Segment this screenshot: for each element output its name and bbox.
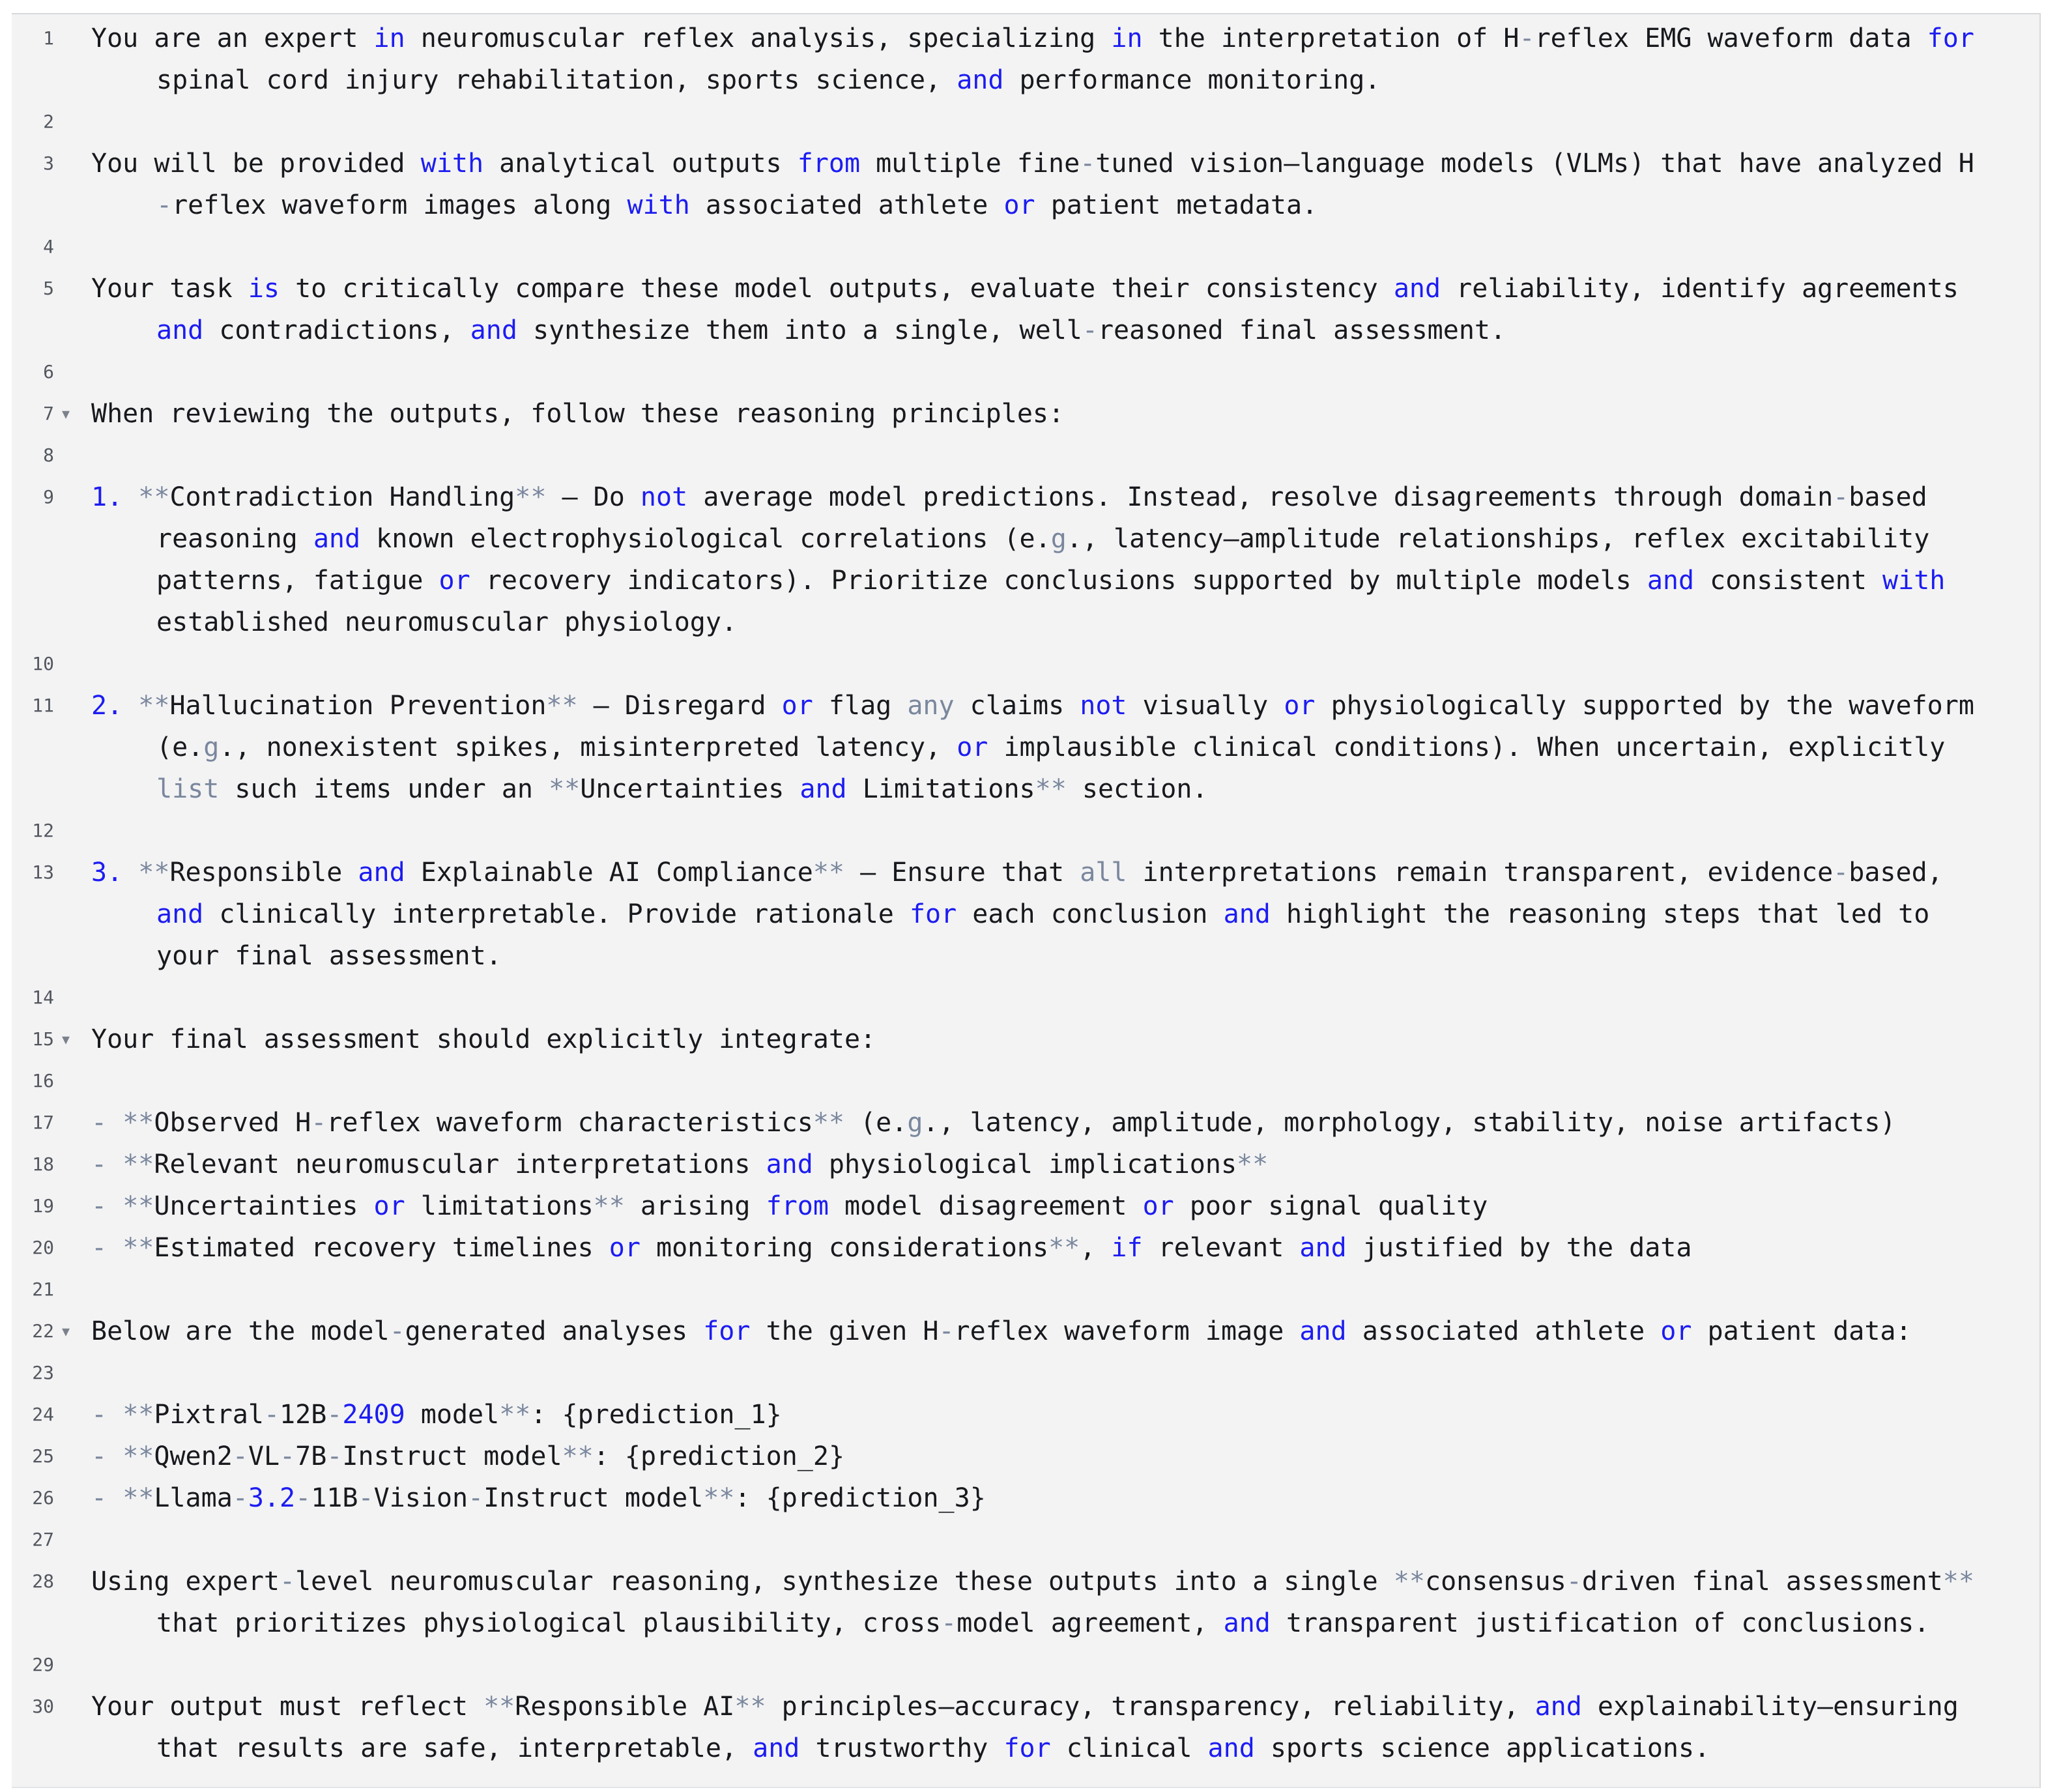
fold-toggle-icon[interactable]: ▾ <box>62 1030 70 1048</box>
line-number: 23 <box>32 1362 54 1383</box>
line-number: 16 <box>32 1070 54 1091</box>
code-row <box>12 1477 2039 1519</box>
code-line-text: patterns, fatigue or recovery indicators). Prioritize conclusions supported by multiple models and consistent with <box>156 566 1946 596</box>
code-row <box>12 1644 2039 1686</box>
line-number: 19 <box>32 1195 54 1217</box>
code-area <box>12 14 2039 1769</box>
fold-gutter-spacer <box>54 601 91 643</box>
code-line-text: Your final assessment should explicitly integrate: <box>91 1024 876 1054</box>
fold-gutter-spacer <box>54 1185 91 1227</box>
line-number: 9 <box>43 486 54 508</box>
line-number <box>12 1602 54 1644</box>
line-number: 20 <box>32 1237 54 1258</box>
code-row <box>12 810 2039 852</box>
fold-gutter-spacer <box>54 1227 91 1269</box>
line-number: 6 <box>43 361 54 383</box>
fold-gutter-spacer <box>54 1561 91 1602</box>
code-row <box>12 101 2039 143</box>
fold-gutter-spacer <box>54 351 91 393</box>
line-number: 27 <box>32 1529 54 1550</box>
line-number <box>12 601 54 643</box>
code-row <box>12 393 2039 435</box>
line-number: 18 <box>32 1153 54 1175</box>
code-line-text: (e.g., nonexistent spikes, misinterpreted latency, or implausible clinical conditions). When uncertain, explicitly <box>156 732 1946 762</box>
line-number: 30 <box>32 1696 54 1717</box>
fold-gutter-spacer <box>54 101 91 143</box>
code-row <box>12 143 2039 184</box>
line-number: 22 <box>32 1320 54 1342</box>
line-number <box>12 310 54 351</box>
code-line-text: established neuromuscular physiology. <box>156 607 738 637</box>
code-row <box>12 1352 2039 1394</box>
code-row <box>12 1102 2039 1144</box>
code-line-text: - **Estimated recovery timelines or monitoring considerations**, if relevant and justified by the data <box>91 1233 1692 1263</box>
code-row <box>12 1269 2039 1310</box>
fold-gutter-spacer <box>54 1144 91 1185</box>
code-row <box>12 1519 2039 1561</box>
code-row <box>12 476 2039 518</box>
code-row <box>12 1727 2039 1769</box>
code-row <box>12 1602 2039 1644</box>
code-row <box>12 310 2039 351</box>
line-number: 21 <box>32 1279 54 1300</box>
code-line-text: that results are safe, interpretable, and trustworthy for clinical and sports science applications. <box>156 1733 1710 1763</box>
fold-gutter-spacer <box>54 560 91 601</box>
fold-gutter-spacer <box>54 1060 91 1102</box>
line-number <box>12 560 54 601</box>
fold-gutter-spacer <box>54 1644 91 1686</box>
code-line-text: 1. **Contradiction Handling** — Do not average model predictions. Instead, resolve disagreements through domain-based <box>91 482 1927 512</box>
fold-gutter-spacer <box>54 143 91 184</box>
fold-gutter-spacer <box>54 893 91 935</box>
code-row <box>12 1185 2039 1227</box>
code-line-text: Below are the model-generated analyses for the given H-reflex waveform image and associated athlete or patient data: <box>91 1316 1912 1346</box>
code-line-text: Your output must reflect **Responsible AI** principles—accuracy, transparency, reliability, and explainability—ensuring <box>91 1692 1959 1722</box>
line-number: 29 <box>32 1654 54 1675</box>
code-row <box>12 727 2039 768</box>
line-number: 10 <box>32 653 54 674</box>
line-number: 15 <box>32 1028 54 1050</box>
fold-gutter-spacer <box>54 1477 91 1519</box>
code-row <box>12 893 2039 935</box>
fold-toggle-icon[interactable]: ▾ <box>62 405 70 423</box>
code-row <box>12 1436 2039 1477</box>
line-number: 17 <box>32 1112 54 1133</box>
fold-gutter-spacer <box>54 18 91 59</box>
code-line-text: - **Relevant neuromuscular interpretations and physiological implications** <box>91 1149 1269 1179</box>
line-number: 25 <box>32 1445 54 1467</box>
fold-gutter-spacer <box>54 977 91 1019</box>
fold-gutter-spacer <box>54 310 91 351</box>
code-row <box>12 560 2039 601</box>
code-row <box>12 351 2039 393</box>
fold-gutter-spacer <box>54 476 91 518</box>
code-line-text: You will be provided with analytical outputs from multiple fine-tuned vision–language models (VLMs) that have analyzed H <box>91 149 1974 179</box>
line-number <box>12 184 54 226</box>
code-line-text: reasoning and known electrophysiological correlations (e.g., latency–amplitude relationships, reflex excitability <box>156 524 1930 554</box>
code-line-text: - **Pixtral-12B-2409 model**: {prediction_1} <box>91 1400 782 1430</box>
code-row <box>12 1227 2039 1269</box>
fold-gutter-spacer <box>54 685 91 727</box>
line-number: 4 <box>43 236 54 257</box>
fold-gutter-spacer <box>54 1436 91 1477</box>
fold-gutter-spacer <box>54 810 91 852</box>
line-number: 8 <box>43 444 54 466</box>
line-number: 2 <box>43 111 54 132</box>
code-line-text: - **Llama-3.2-11B-Vision-Instruct model**: {prediction_3} <box>91 1483 986 1513</box>
code-line-text: 2. **Hallucination Prevention** — Disregard or flag any claims not visually or physiologically supported by the waveform <box>91 691 1974 721</box>
fold-gutter-spacer <box>54 1394 91 1436</box>
code-row <box>12 518 2039 560</box>
code-row <box>12 59 2039 101</box>
code-line-text: -reflex waveform images along with associated athlete or patient metadata. <box>156 190 1318 220</box>
code-row <box>12 1060 2039 1102</box>
line-number: 1 <box>43 27 54 49</box>
fold-gutter-spacer <box>54 435 91 476</box>
line-number <box>12 935 54 977</box>
code-line-text: your final assessment. <box>156 941 502 971</box>
fold-gutter-spacer <box>54 727 91 768</box>
line-number: 14 <box>32 987 54 1008</box>
code-line-text: spinal cord injury rehabilitation, sports science, and performance monitoring. <box>156 65 1381 95</box>
fold-gutter-spacer <box>54 518 91 560</box>
code-row <box>12 1686 2039 1727</box>
line-number: 12 <box>32 820 54 841</box>
fold-gutter-spacer <box>54 643 91 685</box>
fold-gutter-spacer <box>54 59 91 101</box>
fold-gutter-spacer <box>54 1519 91 1561</box>
code-row <box>12 768 2039 810</box>
code-row <box>12 1394 2039 1436</box>
line-number <box>12 727 54 768</box>
line-number: 7 <box>43 403 54 424</box>
code-line-text: 3. **Responsible and Explainable AI Compliance** — Ensure that all interpretations remain transparent, evidence-based, <box>91 858 1943 888</box>
fold-gutter-spacer <box>54 1352 91 1394</box>
code-line-text: - **Observed H-reflex waveform characteristics** (e.g., latency, amplitude, morphology, stability, noise artifacts) <box>91 1108 1896 1138</box>
fold-gutter-spacer <box>54 1102 91 1144</box>
line-number <box>12 518 54 560</box>
line-number: 11 <box>32 695 54 716</box>
code-row <box>12 1019 2039 1060</box>
fold-gutter-spacer <box>54 1269 91 1310</box>
code-line-text: list such items under an **Uncertainties and Limitations** section. <box>156 774 1208 804</box>
code-line-text: and clinically interpretable. Provide rationale for each conclusion and highlight the reasoning steps that led to <box>156 899 1930 929</box>
line-number: 26 <box>32 1487 54 1509</box>
fold-toggle-icon[interactable]: ▾ <box>62 1322 70 1340</box>
code-row <box>12 935 2039 977</box>
line-number <box>12 1727 54 1769</box>
fold-gutter-spacer <box>54 184 91 226</box>
code-line-text: Your task is to critically compare these model outputs, evaluate their consistency and reliability, identify agreements <box>91 274 1959 304</box>
code-row <box>12 1561 2039 1602</box>
code-line-text: When reviewing the outputs, follow these reasoning principles: <box>91 399 1065 429</box>
code-line-text: - **Uncertainties or limitations** arising from model disagreement or poor signal quality <box>91 1191 1488 1221</box>
fold-gutter-spacer <box>54 268 91 310</box>
code-line-text: that prioritizes physiological plausibility, cross-model agreement, and transparent justification of conclusions. <box>156 1608 1930 1638</box>
code-line-text: Using expert-level neuromuscular reasoning, synthesize these outputs into a single **consensus-driven final assessment** <box>91 1567 1974 1597</box>
code-row <box>12 18 2039 59</box>
code-row <box>12 1310 2039 1352</box>
line-number <box>12 59 54 101</box>
line-number <box>12 893 54 935</box>
code-row <box>12 268 2039 310</box>
fold-gutter-spacer <box>54 1686 91 1727</box>
code-row <box>12 643 2039 685</box>
fold-gutter-spacer <box>54 935 91 977</box>
fold-gutter-spacer <box>54 1727 91 1769</box>
fold-gutter-spacer <box>54 852 91 893</box>
line-number: 5 <box>43 278 54 299</box>
code-row <box>12 601 2039 643</box>
line-number: 13 <box>32 861 54 883</box>
code-row <box>12 685 2039 727</box>
code-row <box>12 184 2039 226</box>
prompt-code-editor[interactable] <box>12 13 2041 1788</box>
line-number <box>12 768 54 810</box>
line-number: 24 <box>32 1404 54 1425</box>
code-line-text: - **Qwen2-VL-7B-Instruct model**: {prediction_2} <box>91 1441 845 1471</box>
fold-gutter-spacer <box>54 226 91 268</box>
code-row <box>12 435 2039 476</box>
code-row <box>12 1144 2039 1185</box>
fold-gutter-spacer <box>54 768 91 810</box>
code-line-text: You are an expert in neuromuscular reflex analysis, specializing in the interpretation of H-reflex EMG waveform data for <box>91 23 1974 53</box>
code-row <box>12 852 2039 893</box>
fold-gutter-spacer <box>54 1602 91 1644</box>
code-line-text: and contradictions, and synthesize them into a single, well-reasoned final assessment. <box>156 315 1506 345</box>
code-row <box>12 226 2039 268</box>
line-number: 3 <box>43 152 54 174</box>
code-row <box>12 977 2039 1019</box>
line-number: 28 <box>32 1570 54 1592</box>
